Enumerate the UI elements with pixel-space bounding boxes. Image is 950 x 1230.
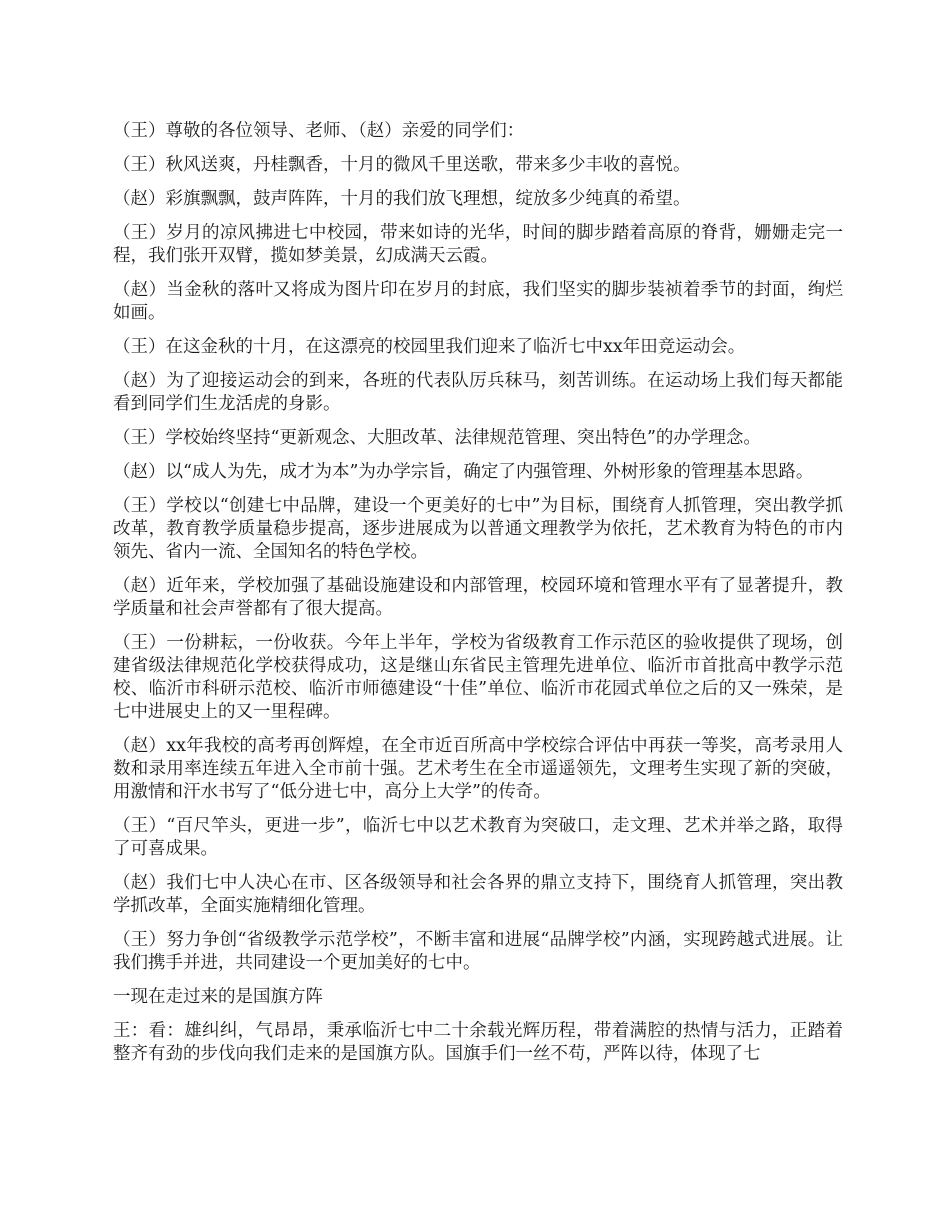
- paragraph: （赵）为了迎接运动会的到来，各班的代表队厉兵秣马，刻苦训练。在运动场上我们每天都能看到同学们生龙活虎的身影。: [113, 371, 843, 414]
- paragraph: （赵）近年来，学校加强了基础设施建设和内部管理，校园环境和管理水平有了显著提升，教学质量和社会声誉都有了很大提高。: [113, 576, 843, 619]
- paragraph: （王）岁月的凉风拂进七中校园，带来如诗的光华，时间的脚步踏着高原的脊背，姗姗走完一程，我们张开双臂，揽如梦美景，幻成满天云霞。: [113, 223, 843, 266]
- paragraph: （赵）我们七中人决心在市、区各级领导和社会各界的鼎立支持下，围绕育人抓管理，突出教学抓改革，全面实施精细化管理。: [113, 873, 843, 916]
- paragraph: （王）努力争创“省级教学示范学校”，不断丰富和进展“品牌学校”内涵，实现跨越式进展。让我们携手并进，共同建设一个更加美好的七中。: [113, 930, 843, 973]
- paragraph: （王）学校以“创建七中品牌，建设一个更美好的七中”为目标，围绕育人抓管理，突出教学抓改革，教育教学质量稳步提高，逐步进展成为以普通文理教学为依托，艺术教育为特色的市内领先、省内一流、全国知名的特色学校。: [113, 496, 843, 562]
- paragraph: （王）在这金秋的十月，在这漂亮的校园里我们迎来了临沂七中xx年田竞运动会。: [113, 337, 746, 357]
- paragraph: （王）秋风送爽，丹桂飘香，十月的微风千里送歌，带来多少丰收的喜悦。: [113, 155, 691, 175]
- document-page: [113, 120, 843, 1077]
- section-heading: 一现在走过来的是国旗方阵: [113, 987, 323, 1007]
- paragraph-greeting: （王）尊敬的各位领导、老师、（赵）亲爱的同学们：: [113, 121, 525, 141]
- paragraph: 王：看：雄纠纠，气昂昂，秉承临沂七中二十余载光辉历程，带着满腔的热情与活力，正踏着整齐有劲的步伐向我们走来的是国旗方队。国旗手们一丝不苟，严阵以待，体现了七: [113, 1021, 843, 1064]
- paragraph: （赵）当金秋的落叶又将成为图片印在岁月的封底，我们坚实的脚步装祯着季节的封面，绚烂如画。: [113, 280, 843, 323]
- paragraph: （王）学校始终坚持“更新观念、大胆改革、法律规范管理、突出特色”的办学理念。: [113, 428, 761, 448]
- paragraph: （赵）以“成人为先，成才为本”为办学宗旨，确定了内强管理、外树形象的管理基本思路。: [113, 462, 814, 482]
- paragraph: （赵）xx年我校的高考再创辉煌，在全市近百所高中学校综合评估中再获一等奖，高考录用人数和录用率连续五年进入全市前十强。艺术考生在全市遥遥领先，文理考生实现了新的突破，用激情和汗水书写了“低分进七中，高分上大学”的传奇。: [113, 736, 843, 802]
- paragraph: （王）一份耕耘，一份收获。今年上半年，学校为省级教育工作示范区的验收提供了现场，创建省级法律规范化学校获得成功，这是继山东省民主管理先进单位、临沂市首批高中教学示范校、临沂市科研示范校、临沂市师德建设“十佳”单位、临沂市花园式单位之后的又一殊荣，是七中进展史上的又一里程碑。: [113, 633, 843, 722]
- paragraph: （王）“百尺竿头，更进一步”，临沂七中以艺术教育为突破口，走文理、艺术并举之路，取得了可喜成果。: [113, 816, 843, 859]
- paragraph: （赵）彩旗飘飘，鼓声阵阵，十月的我们放飞理想，绽放多少纯真的希望。: [113, 189, 691, 209]
